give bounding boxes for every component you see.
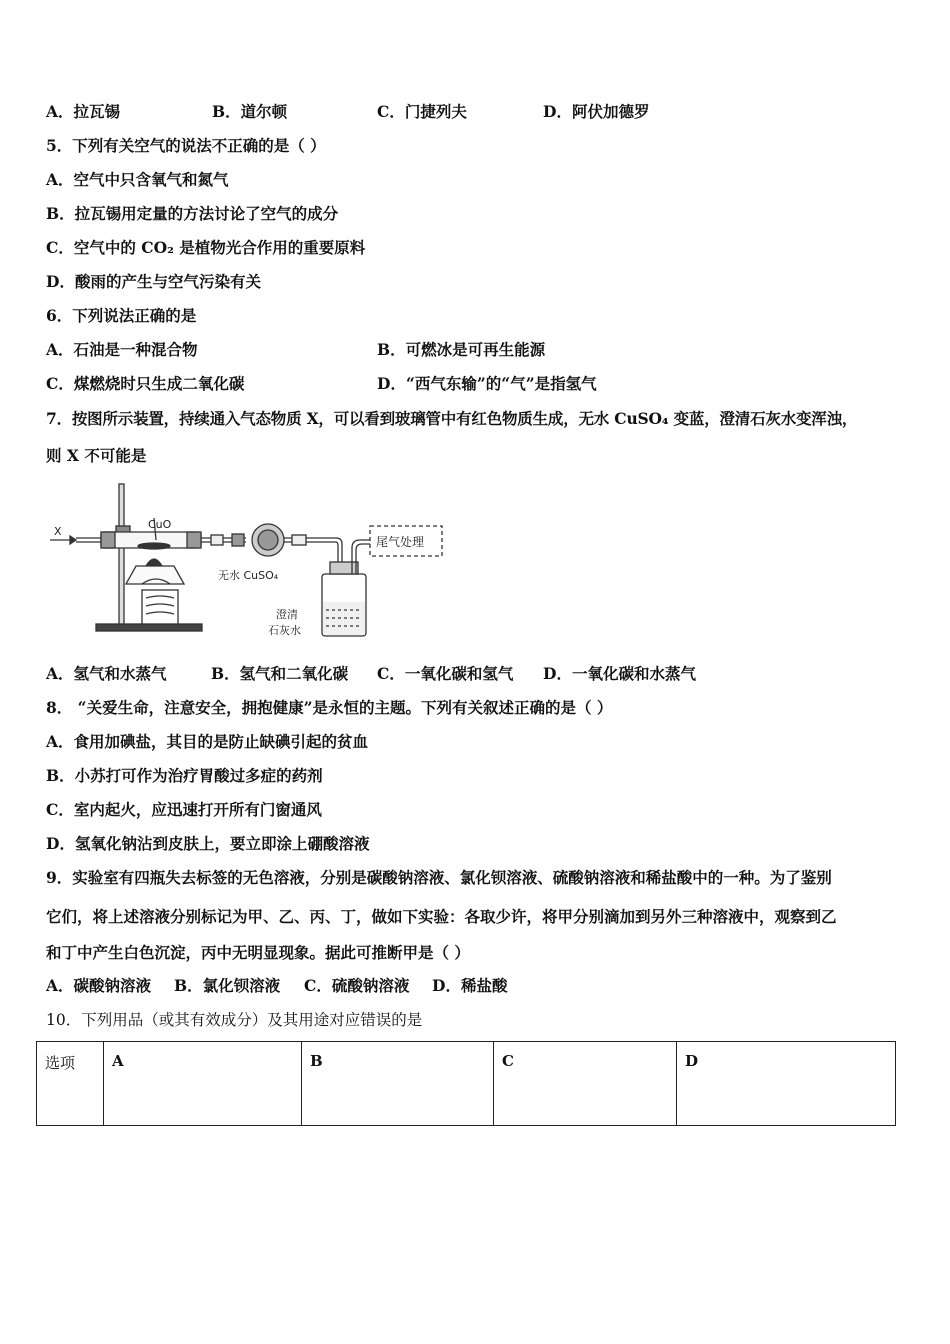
table-header-d: D <box>677 1042 896 1126</box>
q6-option-c: C．煤燃烧时只生成二氧化碳 <box>46 374 245 393</box>
q6-option-a: A．石油是一种混合物 <box>46 340 198 359</box>
burner-block <box>142 590 178 624</box>
q7-option-a: A．氢气和水蒸气 <box>46 664 167 683</box>
label-cuo: CuO <box>148 518 172 531</box>
stand-base <box>96 624 202 631</box>
stand-rod <box>119 484 124 624</box>
label-tail-gas: 尾气处理 <box>376 535 425 549</box>
table-header-c: C <box>494 1042 677 1126</box>
apparatus-diagram <box>46 478 466 648</box>
q4-option-d: D．阿伏加德罗 <box>543 102 650 121</box>
q10-stem: 10．下列用品（或其有效成分）及其用途对应错误的是 <box>46 1011 423 1029</box>
q8-option-d: D．氢氧化钠沾到皮肤上，要立即涂上硼酸溶液 <box>46 834 370 853</box>
label-cuso4: 无水 CuSO₄ <box>218 569 279 582</box>
q7-option-b: B．氢气和二氧化碳 <box>211 664 349 683</box>
burner <box>126 566 184 584</box>
q7-option-c: C．一氧化碳和氢气 <box>377 664 514 683</box>
q7-option-d: D．一氧化碳和水蒸气 <box>543 664 696 683</box>
q5-option-b: B．拉瓦锡用定量的方法讨论了空气的成分 <box>46 204 339 223</box>
q9-option-d: D．稀盐酸 <box>432 976 508 995</box>
q4-option-a: A．拉瓦锡 <box>46 102 121 121</box>
q6-option-d: D．“西气东输”的“气”是指氢气 <box>377 374 597 393</box>
q8-option-b: B．小苏打可作为治疗胃酸过多症的药剂 <box>46 766 323 785</box>
table-header-a: A <box>104 1042 302 1126</box>
q7-stem-line1: 7．按图所示装置，持续通入气态物质 X，可以看到玻璃管中有红色物质生成，无水 CuSO₄ 变蓝，澄清石灰水变浑浊， <box>46 409 858 428</box>
table-header-b: B <box>302 1042 494 1126</box>
label-limewater-1: 澄清 <box>276 608 298 621</box>
q9-stem-line3: 和丁中产生白色沉淀，丙中无明显现象。据此可推断甲是（ ） <box>46 943 470 962</box>
q6-stem: 6．下列说法正确的是 <box>46 306 197 325</box>
q5-option-a: A．空气中只含氧气和氮气 <box>46 170 229 189</box>
q5-stem: 5．下列有关空气的说法不正确的是（ ） <box>46 136 326 155</box>
q10-table <box>36 1041 896 1126</box>
table-header-option: 选项 <box>37 1042 104 1126</box>
q8-option-c: C．室内起火，应迅速打开所有门窗通风 <box>46 800 322 819</box>
q8-stem: 8． “关爱生命，注意安全，拥抱健康”是永恒的主题。下列有关叙述正确的是（ ） <box>46 698 613 717</box>
cuo-powder <box>138 543 170 549</box>
q5-option-c: C．空气中的 CO₂ 是植物光合作用的重要原料 <box>46 238 366 257</box>
q9-option-a: A．碳酸钠溶液 <box>46 976 152 995</box>
q4-option-c: C．门捷列夫 <box>377 102 467 121</box>
q4-option-b: B．道尔顿 <box>212 102 288 121</box>
q9-stem-line1: 9．实验室有四瓶失去标签的无色溶液，分别是碳酸钠溶液、氯化钡溶液、硫酸钠溶液和稀盐酸中的一种。为了鉴别 <box>46 868 832 887</box>
table-row <box>37 1042 896 1126</box>
q6-option-b: B．可燃冰是可再生能源 <box>377 340 546 359</box>
q5-option-d: D．酸雨的产生与空气污染有关 <box>46 272 261 291</box>
label-limewater-2: 石灰水 <box>268 624 301 637</box>
q9-stem-line2: 它们，将上述溶液分别标记为甲、乙、丙、丁，做如下实验：各取少许，将甲分别滴加到另外三种溶液中，观察到乙 <box>46 907 837 926</box>
q8-option-a: A．食用加碘盐，其目的是防止缺碘引起的贫血 <box>46 732 369 751</box>
label-x: X <box>54 525 62 538</box>
q9-option-c: C．硫酸钠溶液 <box>304 976 410 995</box>
q9-option-b: B．氯化钡溶液 <box>174 976 281 995</box>
q7-stem-line2: 则 X 不可能是 <box>46 446 147 465</box>
